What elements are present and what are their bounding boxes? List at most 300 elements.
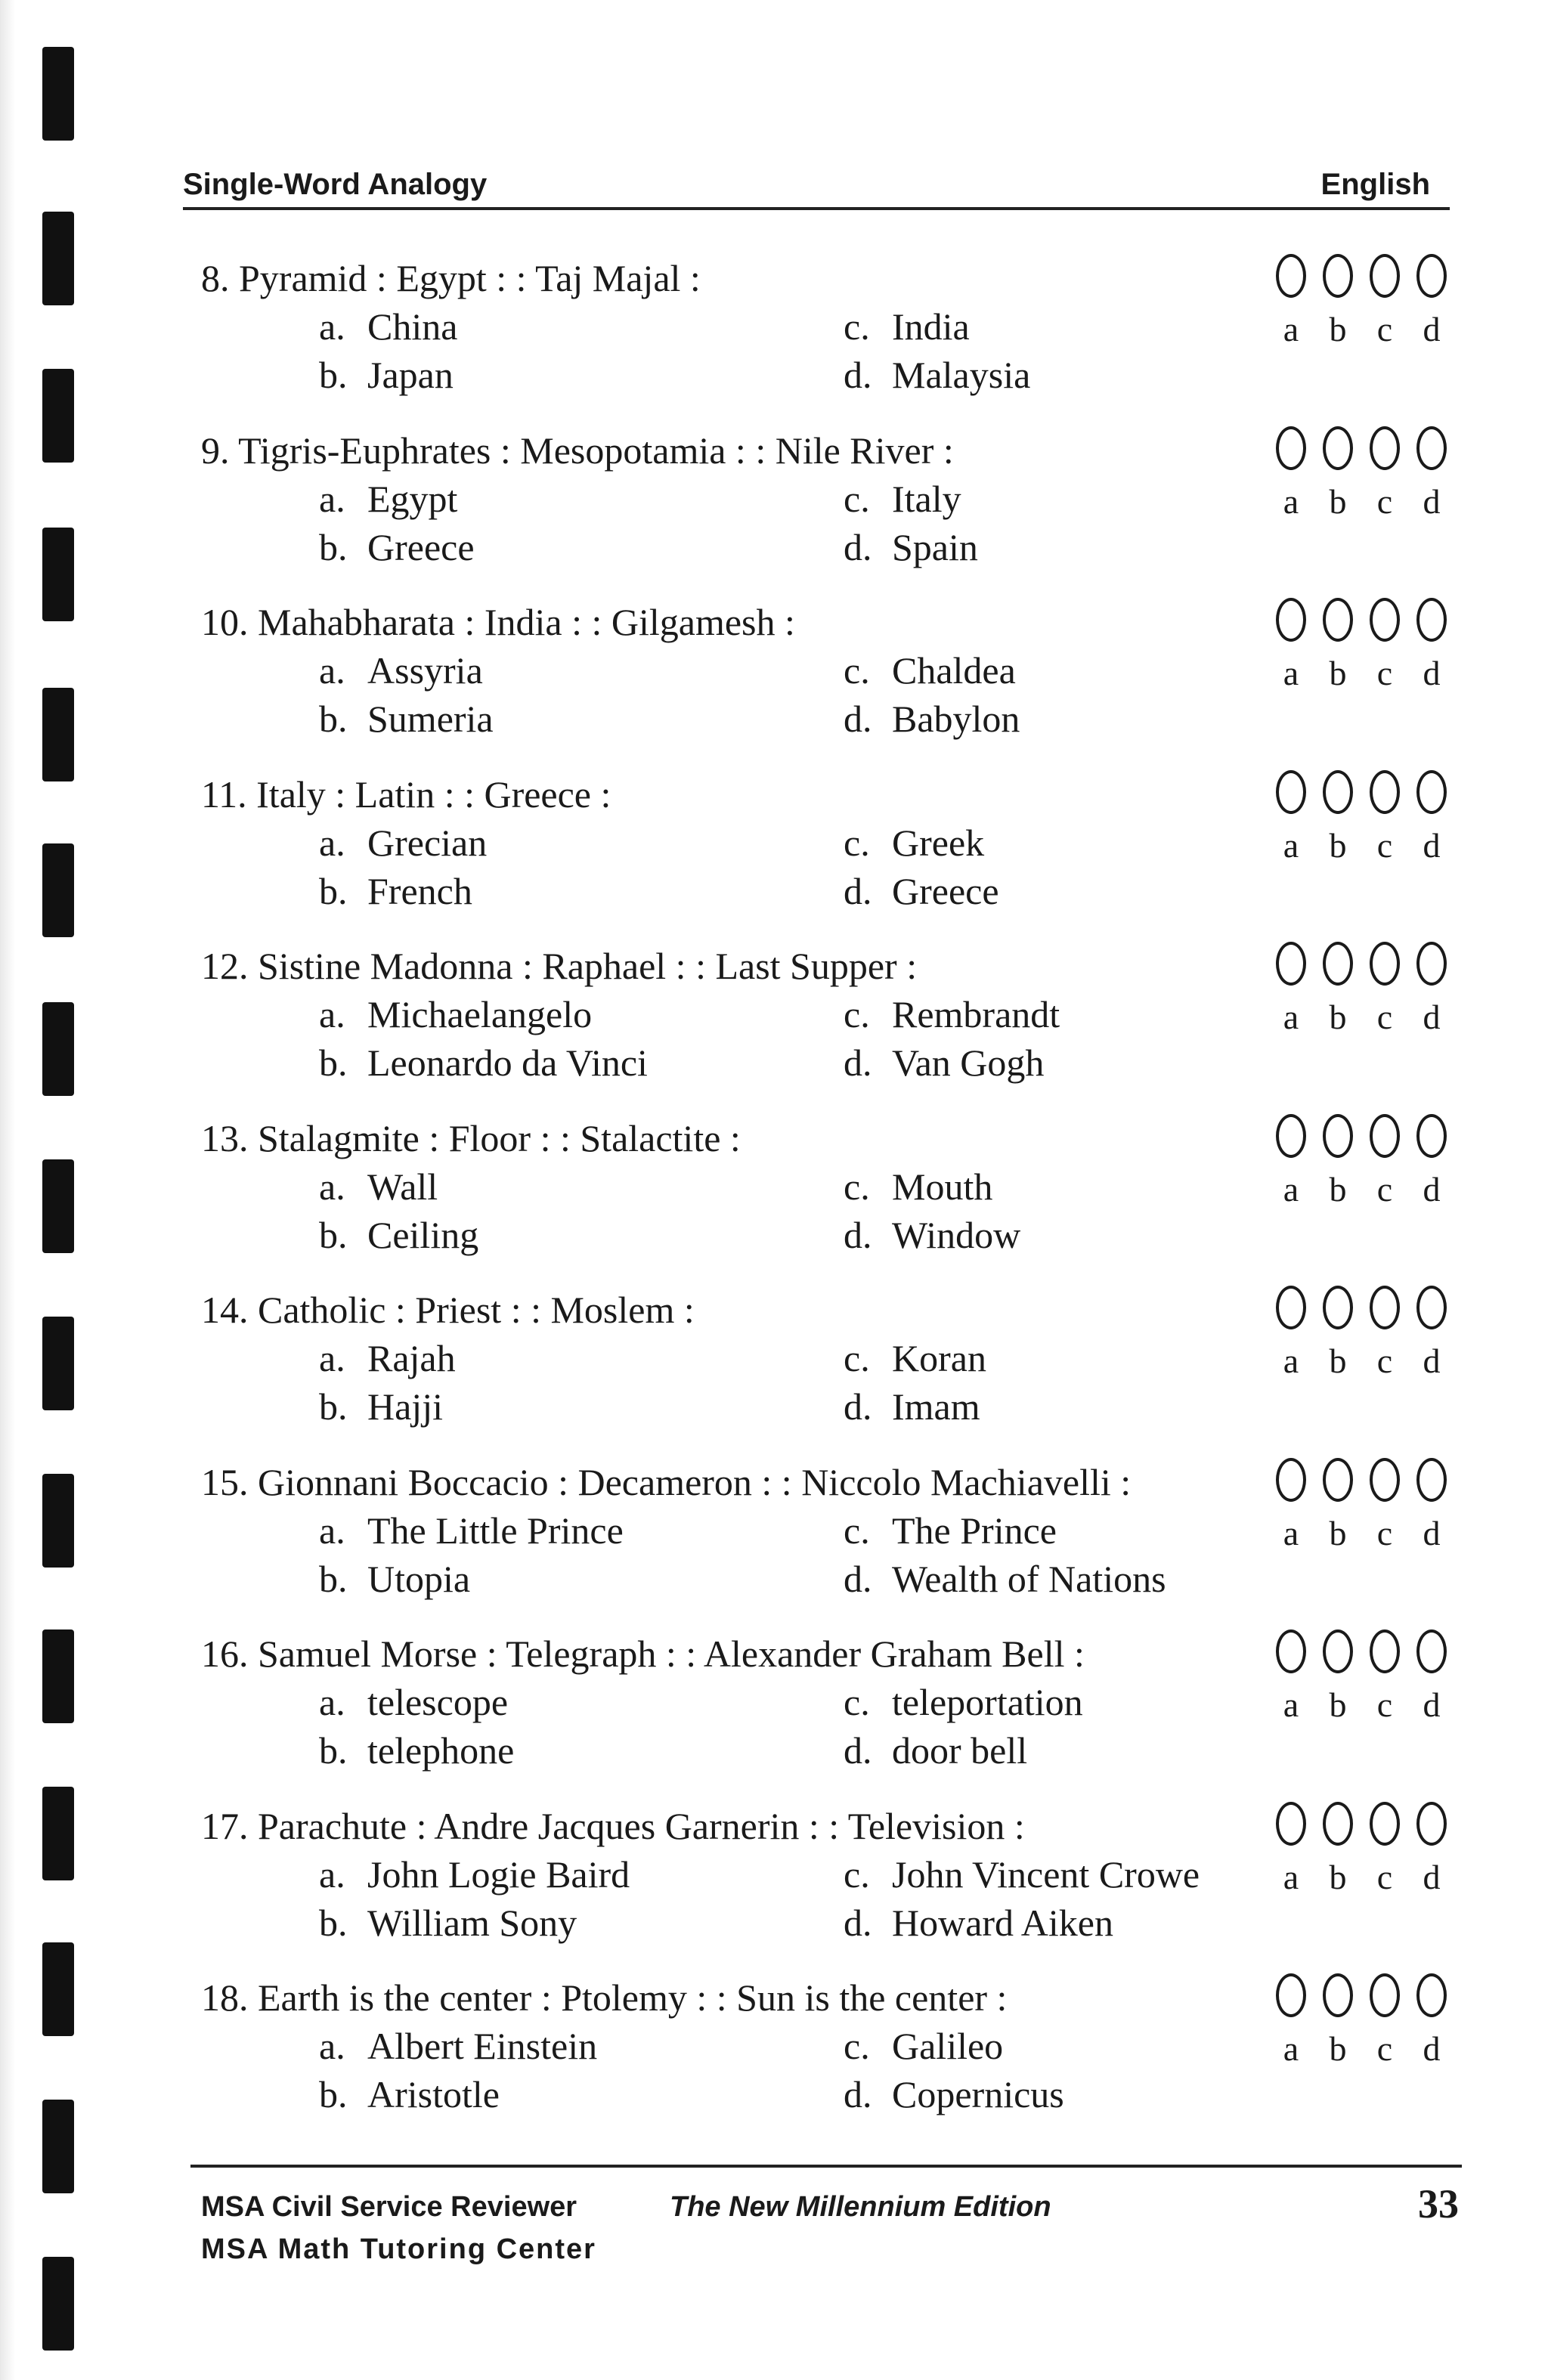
option-text: China (367, 305, 458, 348)
option-a (319, 302, 457, 351)
option-letter: c. (844, 305, 870, 348)
answer-bubble-c[interactable] (1370, 254, 1400, 298)
question-number: 8. (201, 257, 230, 299)
option-text: Malaysia (892, 354, 1031, 396)
binding-mark (42, 1317, 74, 1410)
answer-bubble-c[interactable] (1370, 1458, 1400, 1502)
question-item (201, 254, 1471, 414)
option-a (319, 1678, 508, 1726)
answer-bubble-b[interactable] (1323, 942, 1353, 986)
option-text: Italy (892, 478, 961, 520)
binding-holes (0, 0, 91, 2380)
option-text: Imam (892, 1385, 980, 1428)
option-text: Albert Einstein (367, 2025, 598, 2067)
bubble-label: c (1376, 2029, 1393, 2068)
binding-mark (42, 369, 74, 463)
option-c (844, 990, 1060, 1038)
option-b (319, 1038, 648, 1087)
option-letter: b. (319, 2073, 348, 2115)
bubble-label: a (1283, 654, 1299, 692)
question-number: 15. (201, 1461, 249, 1503)
answer-bubble-d[interactable] (1416, 1973, 1447, 2017)
option-text: Michaelangelo (367, 993, 593, 1035)
answer-bubble-a[interactable] (1276, 770, 1306, 814)
option-text: Egypt (367, 478, 458, 520)
binding-mark (42, 843, 74, 937)
bubble-label: d (1423, 1514, 1441, 1552)
answer-bubble-d[interactable] (1416, 1286, 1447, 1329)
bubble-label: a (1283, 998, 1299, 1036)
option-a (319, 819, 487, 867)
option-d (844, 1555, 1166, 1603)
answer-bubbles (1276, 1447, 1465, 1552)
bubble-label: c (1376, 826, 1393, 865)
option-b (319, 351, 454, 399)
option-a (319, 1850, 630, 1899)
option-d (844, 695, 1020, 743)
option-a (319, 2022, 597, 2070)
option-text: Greece (367, 526, 475, 568)
binding-mark (42, 1629, 74, 1723)
bubble-label: d (1423, 1685, 1441, 1724)
answer-bubbles (1276, 243, 1465, 348)
option-b (319, 2070, 500, 2118)
option-a (319, 1506, 624, 1555)
bubble-label: a (1283, 1685, 1299, 1724)
answer-bubble-a[interactable] (1276, 254, 1306, 298)
option-letter: b. (319, 870, 348, 912)
option-c (844, 302, 970, 351)
option-text: Greek (892, 822, 985, 864)
option-letter: a. (319, 1681, 345, 1723)
question-stem (201, 1114, 741, 1162)
answer-bubble-d[interactable] (1416, 1802, 1447, 1846)
option-c (844, 1162, 992, 1211)
binding-mark (42, 688, 74, 781)
page-header (183, 162, 1450, 210)
question-text: Mahabharata : India : : Gilgamesh : (258, 601, 795, 643)
bubble-label: d (1423, 998, 1441, 1036)
question-stem (201, 254, 701, 302)
answer-bubble-d[interactable] (1416, 598, 1447, 642)
bubble-label: c (1376, 1342, 1393, 1380)
answer-bubble-a[interactable] (1276, 942, 1306, 986)
option-text: Koran (892, 1337, 986, 1379)
bubble-row (1276, 1802, 1465, 1896)
question-stem (201, 1973, 1007, 2022)
option-text: William Sony (367, 1902, 577, 1944)
answer-bubbles (1276, 1275, 1465, 1380)
question-text: Stalagmite : Floor : : Stalactite : (258, 1117, 741, 1159)
option-text: Window (892, 1214, 1021, 1256)
bubble-row (1276, 1114, 1465, 1209)
option-a (319, 646, 483, 695)
question-item (201, 1629, 1471, 1790)
option-letter: a. (319, 993, 345, 1035)
option-letter: b. (319, 526, 348, 568)
question-text: Parachute : Andre Jacques Garnerin : : Television : (258, 1805, 1025, 1847)
bubble-label: b (1329, 1685, 1347, 1724)
option-b (319, 1726, 514, 1775)
option-letter: a. (319, 2025, 345, 2067)
answer-bubble-b[interactable] (1323, 1629, 1353, 1673)
bubble-row (1276, 1286, 1465, 1380)
option-letter: b. (319, 354, 348, 396)
answer-bubble-b[interactable] (1323, 1286, 1353, 1329)
option-d (844, 1726, 1027, 1775)
option-text: Rajah (367, 1337, 456, 1379)
answer-bubble-b[interactable] (1323, 1114, 1353, 1158)
option-letter: a. (319, 478, 345, 520)
answer-bubbles (1276, 760, 1465, 865)
bubble-label: d (1423, 1170, 1441, 1209)
question-number: 9. (201, 429, 230, 472)
option-letter: a. (319, 305, 345, 348)
question-number: 14. (201, 1289, 249, 1331)
bubble-label: b (1329, 1342, 1347, 1380)
option-c (844, 1506, 1057, 1555)
answer-bubble-c[interactable] (1370, 942, 1400, 986)
answer-bubbles (1276, 1791, 1465, 1896)
answer-bubble-d[interactable] (1416, 770, 1447, 814)
bubble-row (1276, 598, 1465, 692)
option-letter: d. (844, 1558, 872, 1600)
answer-bubble-a[interactable] (1276, 1286, 1306, 1329)
bubble-label: a (1283, 482, 1299, 521)
option-letter: a. (319, 1853, 345, 1896)
option-b (319, 867, 472, 915)
answer-bubble-c[interactable] (1370, 1973, 1400, 2017)
question-item (201, 426, 1471, 586)
binding-mark (42, 528, 74, 621)
footer-book-title: MSA Civil Service Reviewer (201, 2191, 577, 2223)
option-text: Japan (367, 354, 454, 396)
binding-mark (42, 47, 74, 141)
answer-bubble-d[interactable] (1416, 1458, 1447, 1502)
option-text: Assyria (367, 649, 483, 692)
question-number: 16. (201, 1633, 249, 1675)
option-letter: c. (844, 2025, 870, 2067)
option-letter: d. (844, 870, 872, 912)
answer-bubble-b[interactable] (1323, 770, 1353, 814)
answer-bubbles (1276, 416, 1465, 521)
binding-mark (42, 1002, 74, 1096)
option-b (319, 1382, 443, 1431)
option-a (319, 1334, 456, 1382)
option-text: Van Gogh (892, 1041, 1045, 1084)
answer-bubbles (1276, 587, 1465, 692)
bubble-label: b (1329, 2029, 1347, 2068)
option-letter: b. (319, 1214, 348, 1256)
section-title: Single-Word Analogy (183, 168, 488, 201)
option-c (844, 819, 984, 867)
bubble-label: c (1376, 1858, 1393, 1896)
option-text: Babylon (892, 698, 1020, 740)
answer-bubbles (1276, 1103, 1465, 1209)
option-letter: c. (844, 822, 870, 864)
option-c (844, 646, 1016, 695)
option-letter: c. (844, 993, 870, 1035)
bubble-row (1276, 1973, 1465, 2068)
binding-mark (42, 1159, 74, 1253)
option-letter: a. (319, 1509, 345, 1552)
option-text: Sumeria (367, 698, 494, 740)
option-a (319, 1162, 438, 1211)
question-item (201, 1802, 1471, 1962)
question-stem (201, 598, 795, 646)
bubble-label: a (1283, 826, 1299, 865)
option-d (844, 1899, 1113, 1947)
bubble-row (1276, 1458, 1465, 1552)
option-text: John Logie Baird (367, 1853, 630, 1896)
answer-bubble-c[interactable] (1370, 598, 1400, 642)
bubble-row (1276, 254, 1465, 348)
option-letter: d. (844, 1385, 872, 1428)
option-letter: c. (844, 1165, 870, 1208)
option-text: Leonardo da Vinci (367, 1041, 648, 1084)
option-letter: c. (844, 649, 870, 692)
bubble-label: b (1329, 1514, 1347, 1552)
option-d (844, 523, 978, 571)
bubble-label: b (1329, 482, 1347, 521)
question-text: Sistine Madonna : Raphael : : Last Supper : (258, 945, 918, 987)
option-b (319, 1211, 478, 1259)
bubble-label: d (1423, 1342, 1441, 1380)
option-letter: d. (844, 354, 872, 396)
question-text: Tigris-Euphrates : Mesopotamia : : Nile River : (238, 429, 954, 472)
question-item (201, 1973, 1471, 2134)
binding-mark (42, 1474, 74, 1568)
option-text: Wall (367, 1165, 438, 1208)
question-number: 18. (201, 1976, 249, 2019)
option-text: teleportation (892, 1681, 1083, 1723)
answer-bubble-a[interactable] (1276, 1629, 1306, 1673)
option-b (319, 695, 494, 743)
bubble-row (1276, 426, 1465, 521)
bubble-label: c (1376, 310, 1393, 348)
bubble-label: d (1423, 482, 1441, 521)
answer-bubble-b[interactable] (1323, 426, 1353, 470)
option-b (319, 523, 475, 571)
answer-bubble-a[interactable] (1276, 1973, 1306, 2017)
option-letter: b. (319, 1385, 348, 1428)
option-letter: c. (844, 1337, 870, 1379)
binding-mark (42, 1942, 74, 2036)
option-text: Wealth of Nations (892, 1558, 1166, 1600)
question-item (201, 942, 1471, 1102)
option-a (319, 990, 592, 1038)
subject-title: English (1320, 168, 1430, 201)
option-text: The Little Prince (367, 1509, 624, 1552)
answer-bubble-b[interactable] (1323, 254, 1353, 298)
question-stem (201, 942, 917, 990)
answer-bubbles (1276, 1963, 1465, 2068)
answer-bubble-c[interactable] (1370, 1286, 1400, 1329)
option-text: Grecian (367, 822, 488, 864)
binding-mark (42, 2257, 74, 2351)
option-letter: b. (319, 1041, 348, 1084)
answer-bubble-b[interactable] (1323, 1802, 1353, 1846)
bubble-label: a (1283, 1342, 1299, 1380)
bubble-label: d (1423, 2029, 1441, 2068)
option-text: door bell (892, 1729, 1028, 1772)
answer-bubble-d[interactable] (1416, 426, 1447, 470)
option-text: Greece (892, 870, 999, 912)
binding-mark (42, 1787, 74, 1880)
answer-bubble-d[interactable] (1416, 254, 1447, 298)
bubble-row (1276, 770, 1465, 865)
bubble-label: b (1329, 654, 1347, 692)
option-text: The Prince (892, 1509, 1057, 1552)
option-b (319, 1899, 577, 1947)
option-d (844, 1382, 980, 1431)
option-text: Mouth (892, 1165, 993, 1208)
answer-bubble-d[interactable] (1416, 1114, 1447, 1158)
question-stem (201, 1458, 1131, 1506)
question-stem (201, 770, 611, 819)
answer-bubble-a[interactable] (1276, 426, 1306, 470)
question-text: Pyramid : Egypt : : Taj Majal : (239, 257, 701, 299)
bubble-label: c (1376, 998, 1393, 1036)
option-letter: a. (319, 1165, 345, 1208)
bubble-label: c (1376, 1514, 1393, 1552)
question-number: 13. (201, 1117, 249, 1159)
bubble-label: b (1329, 1858, 1347, 1896)
option-letter: c. (844, 1853, 870, 1896)
option-b (319, 1555, 470, 1603)
answer-bubble-c[interactable] (1370, 1802, 1400, 1846)
question-stem (201, 1629, 1085, 1678)
question-text: Earth is the center : Ptolemy : : Sun is the center : (258, 1976, 1008, 2019)
footer-publisher: MSA Math Tutoring Center (201, 2233, 596, 2265)
option-text: Galileo (892, 2025, 1004, 2067)
answer-bubble-a[interactable] (1276, 1802, 1306, 1846)
option-letter: c. (844, 1509, 870, 1552)
option-letter: d. (844, 1214, 872, 1256)
page-footer (190, 2165, 1462, 2265)
bubble-label: b (1329, 998, 1347, 1036)
bubble-label: d (1423, 310, 1441, 348)
answer-bubble-c[interactable] (1370, 770, 1400, 814)
option-letter: a. (319, 822, 345, 864)
footer-edition: The New Millennium Edition (670, 2191, 1051, 2223)
question-stem (201, 426, 954, 475)
bubble-label: b (1329, 826, 1347, 865)
bubble-row (1276, 942, 1465, 1036)
option-letter: c. (844, 478, 870, 520)
option-letter: b. (319, 1902, 348, 1944)
bubble-label: c (1376, 1170, 1393, 1209)
bubble-label: d (1423, 826, 1441, 865)
option-c (844, 1678, 1083, 1726)
option-letter: b. (319, 1729, 348, 1772)
question-item (201, 770, 1471, 930)
option-c (844, 2022, 1003, 2070)
answer-bubbles (1276, 1619, 1465, 1724)
answer-bubble-a[interactable] (1276, 598, 1306, 642)
bubble-label: d (1423, 654, 1441, 692)
option-text: Spain (892, 526, 978, 568)
option-text: Utopia (367, 1558, 471, 1600)
option-c (844, 1850, 1200, 1899)
option-letter: b. (319, 698, 348, 740)
option-letter: d. (844, 698, 872, 740)
question-number: 11. (201, 773, 247, 816)
bubble-label: a (1283, 1514, 1299, 1552)
bubble-label: b (1329, 310, 1347, 348)
option-text: telescope (367, 1681, 509, 1723)
option-c (844, 1334, 986, 1382)
option-text: Howard Aiken (892, 1902, 1113, 1944)
answer-bubbles (1276, 931, 1465, 1036)
option-letter: a. (319, 649, 345, 692)
option-letter: a. (319, 1337, 345, 1379)
answer-bubble-b[interactable] (1323, 1458, 1353, 1502)
option-letter: b. (319, 1558, 348, 1600)
question-number: 17. (201, 1805, 249, 1847)
option-text: French (367, 870, 472, 912)
bubble-label: c (1376, 1685, 1393, 1724)
bubble-label: c (1376, 482, 1393, 521)
answer-bubble-c[interactable] (1370, 1114, 1400, 1158)
option-text: Hajji (367, 1385, 443, 1428)
question-stem (201, 1286, 695, 1334)
question-item (201, 598, 1471, 758)
answer-bubble-b[interactable] (1323, 598, 1353, 642)
option-a (319, 475, 457, 523)
page-number: 33 (1418, 2181, 1459, 2227)
option-text: John Vincent Crowe (892, 1853, 1200, 1896)
question-text: Italy : Latin : : Greece : (256, 773, 611, 816)
option-c (844, 475, 961, 523)
bubble-label: a (1283, 1170, 1299, 1209)
answer-bubble-a[interactable] (1276, 1114, 1306, 1158)
option-text: India (892, 305, 970, 348)
option-d (844, 2070, 1064, 2118)
bubble-row (1276, 1629, 1465, 1724)
option-text: Chaldea (892, 649, 1016, 692)
answer-bubble-a[interactable] (1276, 1458, 1306, 1502)
binding-mark (42, 212, 74, 305)
bubble-label: a (1283, 1858, 1299, 1896)
bubble-label: d (1423, 1858, 1441, 1896)
question-number: 12. (201, 945, 249, 987)
question-number: 10. (201, 601, 249, 643)
option-text: Ceiling (367, 1214, 479, 1256)
answer-bubble-c[interactable] (1370, 426, 1400, 470)
answer-bubble-d[interactable] (1416, 942, 1447, 986)
option-letter: c. (844, 1681, 870, 1723)
option-letter: d. (844, 1902, 872, 1944)
bubble-label: c (1376, 654, 1393, 692)
option-letter: d. (844, 526, 872, 568)
question-text: Samuel Morse : Telegraph : : Alexander Graham Bell : (258, 1633, 1085, 1675)
question-stem (201, 1802, 1025, 1850)
option-d (844, 867, 999, 915)
option-letter: d. (844, 1729, 872, 1772)
option-letter: d. (844, 2073, 872, 2115)
bubble-label: b (1329, 1170, 1347, 1209)
option-d (844, 1038, 1044, 1087)
binding-mark (42, 2100, 74, 2193)
option-letter: d. (844, 1041, 872, 1084)
answer-bubble-d[interactable] (1416, 1629, 1447, 1673)
answer-bubble-c[interactable] (1370, 1629, 1400, 1673)
question-item (201, 1114, 1471, 1274)
option-text: Copernicus (892, 2073, 1064, 2115)
option-text: Aristotle (367, 2073, 500, 2115)
answer-bubble-b[interactable] (1323, 1973, 1353, 2017)
